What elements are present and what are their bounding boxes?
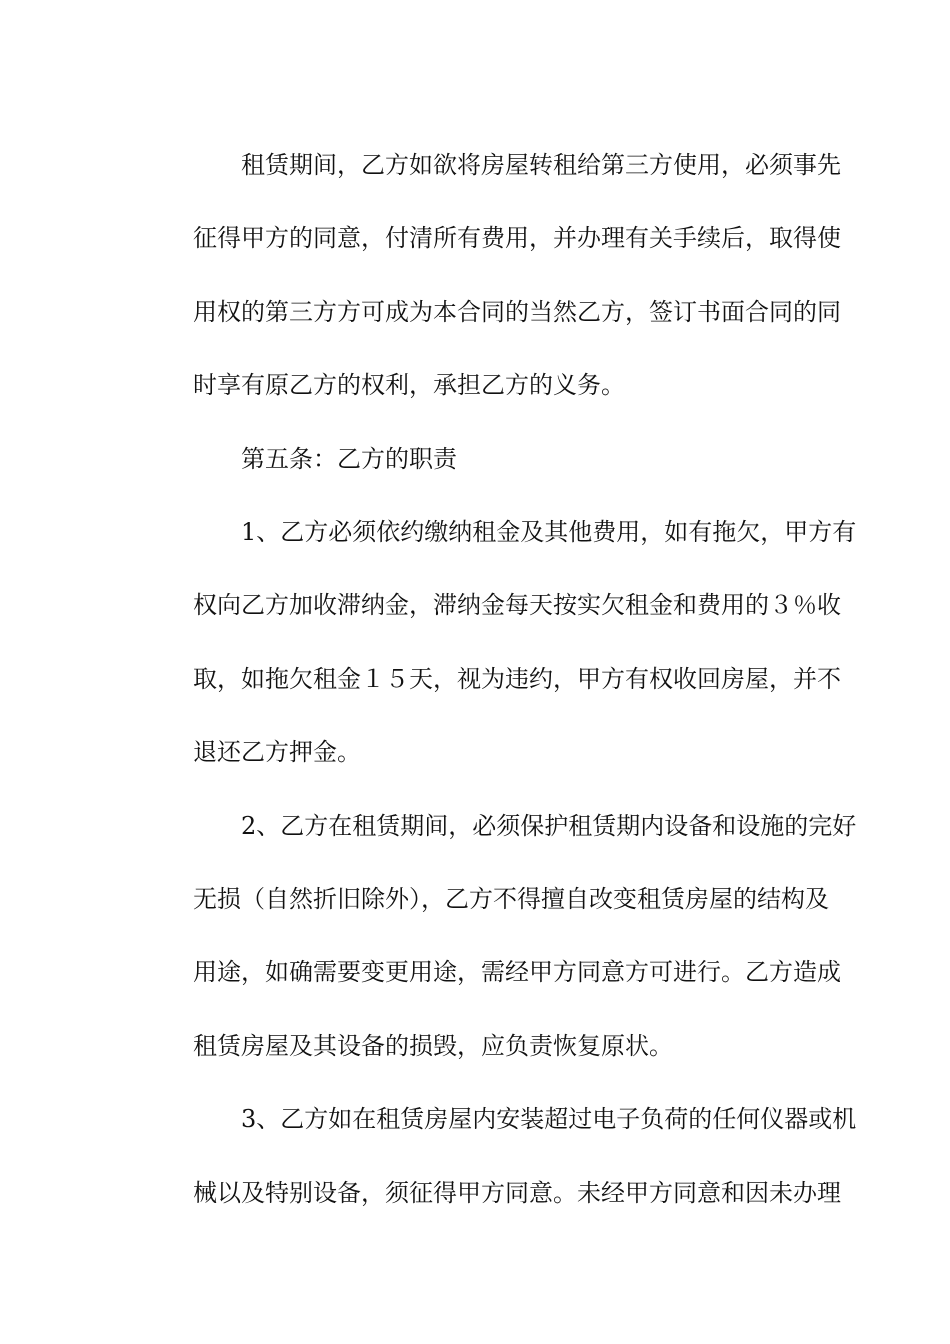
paragraph-sublease (145, 129, 841, 423)
text-line: 1、乙方必须依约缴纳租金及其他费用，如有拖欠，甲方有 (241, 518, 857, 547)
text-line: 租赁房屋及其设备的损毁，应负责恢复原状。 (193, 1031, 673, 1060)
text-line: 用途，如确需要变更用途，需经甲方同意方可进行。乙方造成 (193, 958, 841, 987)
text-line: 无损（自然折旧除外），乙方不得擅自改变租赁房屋的结构及 (193, 885, 829, 914)
document-body (145, 129, 857, 1230)
text-line: 取，如拖欠租金１５天，视为违约，甲方有权收回房屋，并不 (193, 664, 841, 693)
text-line: 权向乙方加收滞纳金，滞纳金每天按实欠租金和费用的３％收 (193, 591, 841, 620)
text-line: 租赁期间，乙方如欲将房屋转租给第三方使用，必须事先 (241, 151, 841, 179)
paragraph-clause-3 (145, 1083, 857, 1230)
text-line: 用权的第三方方可成为本合同的当然乙方，签订书面合同的同 (193, 297, 841, 326)
paragraph-clause-1 (145, 496, 857, 790)
paragraph-clause-2 (145, 790, 857, 1084)
text-line: 时享有原乙方的权利，承担乙方的义务。 (193, 371, 625, 400)
text-line: 2、乙方在租赁期间，必须保护租赁期内设备和设施的完好 (241, 811, 857, 840)
text-line: 第五条：乙方的职责 (241, 444, 457, 473)
text-line: 3、乙方如在租赁房屋内安装超过电子负荷的任何仪器或机 (241, 1105, 857, 1134)
text-line: 械以及特别设备，须征得甲方同意。未经甲方同意和因未办理 (193, 1178, 841, 1207)
text-line: 征得甲方的同意，付清所有费用，并办理有关手续后，取得使 (193, 224, 841, 253)
text-line: 退还乙方押金。 (193, 738, 361, 767)
section-heading-article-5 (145, 423, 805, 496)
